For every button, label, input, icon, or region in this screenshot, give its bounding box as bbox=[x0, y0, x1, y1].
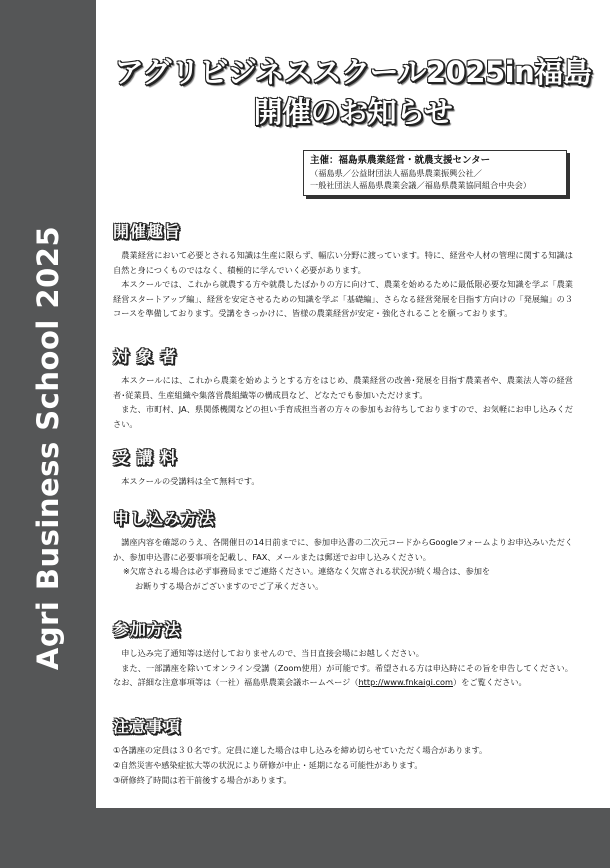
sidebar-vertical-title: Agri Business School 2025 bbox=[31, 225, 65, 671]
section-purpose bbox=[113, 222, 573, 321]
apply-paragraph-1: 講座内容を確認のうえ、各開催日の14日前までに、参加申込書の二次元コードからGoogleフォームよりお申込みいただくか、参加申込書に必要事項を記載し、FAX、メールまたは郵送でお申し込みください。 bbox=[113, 537, 573, 562]
participation-paragraph-2 bbox=[113, 661, 573, 690]
notes-item-3: ③研修終了時間は若干前後する場合があります。 bbox=[113, 775, 292, 785]
target-paragraph-2: また、市町村、JA、県関係機関などの担い手育成担当者の方々の参加もお待ちしておりますので、お気軽にお申し込みください。 bbox=[113, 404, 573, 429]
section-apply bbox=[113, 509, 573, 593]
target-paragraph-1: 本スクールには、これから農業を始めようとする方をはじめ、農業経営の改善･発展を目指す農業者や、農業法人等の経営者･従業員、生産組織や集落営農組織等の構成員など、どなたでも参加いただけます。 bbox=[113, 375, 573, 400]
fee-paragraph-1: 本スクールの受講料は全て無料です。 bbox=[113, 476, 260, 486]
apply-note-line2: お断りする場合がございますのでご了承ください。 bbox=[135, 580, 324, 591]
page-title-line2: 開催のお知らせ bbox=[253, 95, 453, 129]
participation-paragraph-1: 申し込み完了通知等は送付しておりませんので、当日直接会場にお越しください。 bbox=[113, 648, 424, 658]
organizer-line1: 主催：福島県農業経営・就農支援センター bbox=[310, 155, 491, 166]
section-participation bbox=[113, 620, 573, 690]
section-notes bbox=[113, 717, 573, 788]
organizer-box bbox=[303, 150, 567, 196]
section-heading-participation: 参加方法 bbox=[113, 620, 182, 639]
notes-item-2: ②自然災害や感染症拡大等の状況により研修が中止・延期になる可能性があります。 bbox=[113, 760, 423, 770]
apply-note-line1: ※欠席される場合は必ず事務局までご連絡ください。連絡なく欠席される状況が続く場合は、参加を bbox=[123, 566, 491, 576]
section-heading-notes: 注意事項 bbox=[113, 717, 182, 736]
page-title-line1: アグリビジネススクール2025in福島 bbox=[114, 55, 592, 89]
purpose-paragraph-2: 本スクールでは、これから就農する方や就農したばかりの方に向けて、農業を始めるために最低限必要な知識を学ぶ「農業経営スタートアップ編」、経営を安定させるための知識を学ぶ「基礎編」、さらなる経営発展を目指す方向けの「発展編」の３コースを準備しております。受講をきっかけに、皆様の農業経営が安定・強化されることを願っております。 bbox=[113, 279, 573, 318]
section-target bbox=[113, 347, 573, 431]
notes-item-1: ①各講座の定員は３０名です。定員に達した場合は申し込みを締め切らせていただく場合があります。 bbox=[113, 745, 488, 755]
participation-paragraph-2-end: ）をご覧ください。 bbox=[453, 677, 527, 687]
sidebar-band bbox=[0, 0, 96, 868]
section-fee bbox=[113, 448, 573, 489]
bottom-band bbox=[0, 808, 610, 868]
purpose-paragraph-1: 農業経営において必要とされる知識は生産に限らず、幅広い分野に渡っています。特に、経営や人材の管理に関する知識は自然と身につくものではなく、積極的に学んでいく必要があります。 bbox=[113, 250, 573, 275]
organizer-line2: （福島県／公益財団法人福島県農業振興公社／ bbox=[310, 168, 482, 178]
section-heading-apply: 申し込み方法 bbox=[113, 509, 216, 528]
section-heading-fee: 受 講 料 bbox=[113, 448, 178, 467]
participation-paragraph-2-text: また、一部講座を除いてオンライン受講（Zoom使用）が可能です。希望される方は申込時にその旨を申告してください。なお、詳細な注意事項等は（一社）福島県農業会議ホームページ（ bbox=[113, 662, 573, 687]
section-heading-target: 対 象 者 bbox=[113, 347, 178, 366]
apply-note bbox=[113, 564, 573, 593]
section-heading-purpose: 開催趣旨 bbox=[113, 222, 182, 241]
website-link[interactable]: http://www.fnkaigi.com bbox=[358, 677, 454, 687]
organizer-line3: 一般社団法人福島県農業会議／福島県農業協同組合中央会） bbox=[310, 179, 532, 190]
